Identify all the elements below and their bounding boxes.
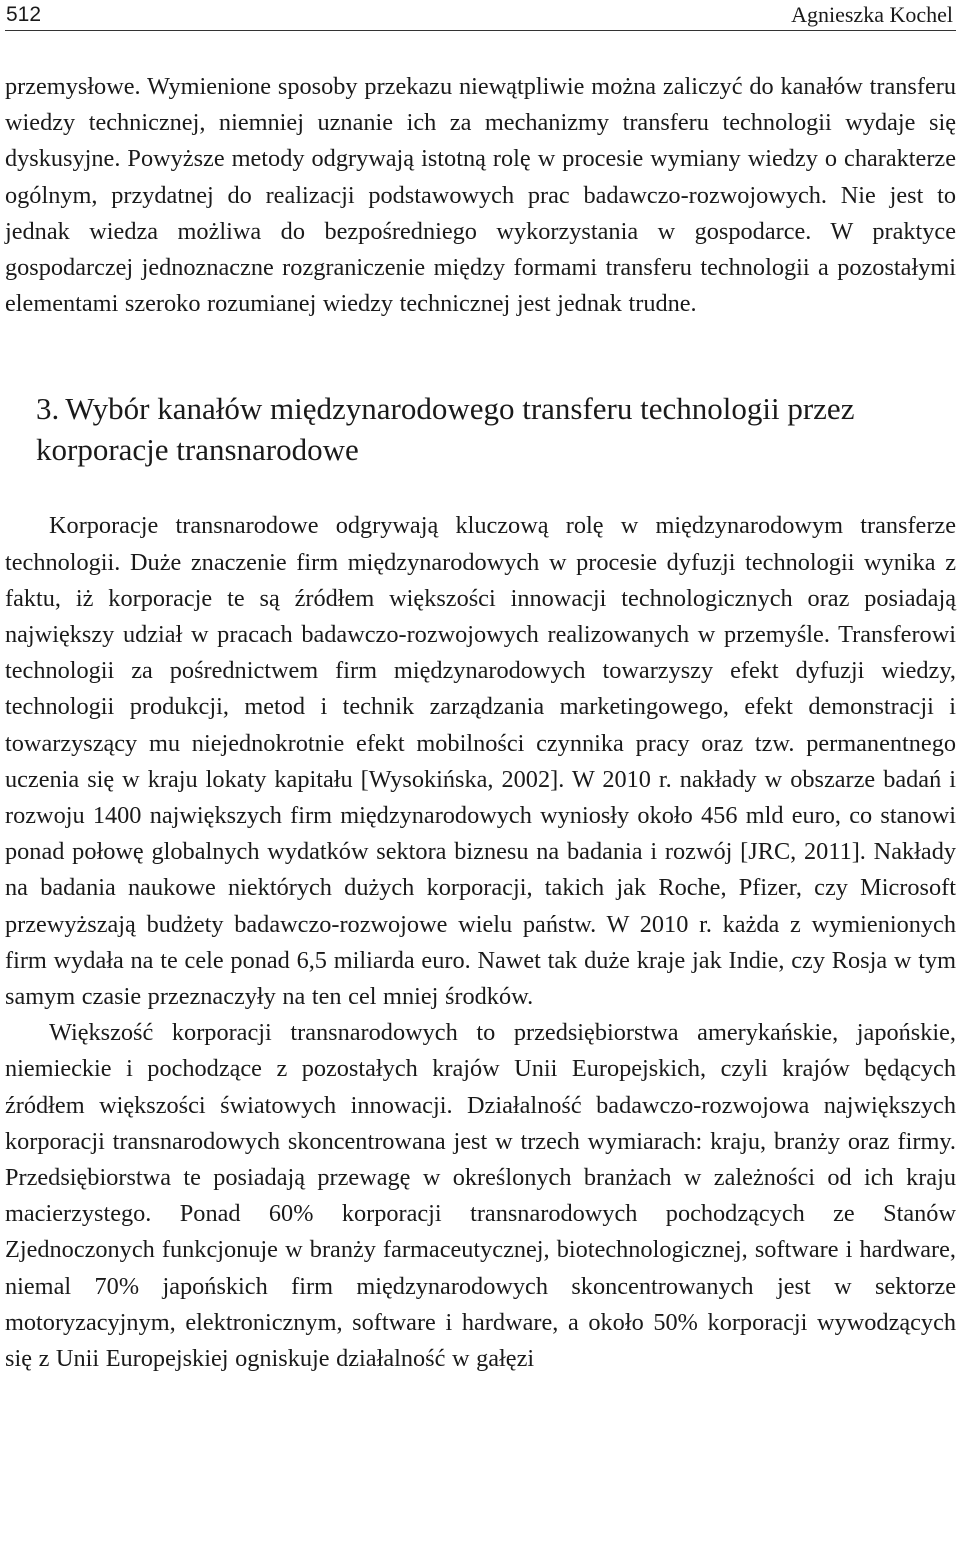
section-number: 3. (36, 391, 60, 427)
paragraph-body: Większość korporacji transnarodowych to przedsiębiorstwa amerykańskie, japońskie, niemieckie i pochodzące z pozostałych krajów Unii Europejskich, czyli krajów będących źródłem większości światowych innowacji. Działalność badawczo-rozwojowa największych korporacji transnarodowych skoncentrowana jest w trzech wymiarach: kraju, branży oraz firmy. Przedsiębiorstwa te posiadają przewagę w określonych branżach w zależności od ich kraju macierzystego. Ponad 60% korporacji transnarodowych pochodzących ze Stanów Zjednoczonych funkcjonuje w branży farmaceutycznej, biotechnologicznej, software i hardware, niemal 70% japońskich firm międzynarodowych skoncentrowanych jest w sektorze motoryzacyjnym, elektronicznym, software i hardware, a około 50% korporacji wywodzących się z Unii Europejskiej ogniskuje działalność w gałęzi (5, 1019, 956, 1373)
paragraph-section-intro: Korporacje transnarodowe odgrywają kluczową rolę w międzynarodowym transferze technologii. Duże znaczenie firm międzynarodowych w procesie dyfuzji technologii wynika z faktu, iż korporacje te są źródłem większości innowacji technologicznych oraz posiadają największy udział w pracach badawczo-rozwojowych realizowanych w przemyśle. Transferowi technologii za pośrednictwem firm międzynarodowych towarzyszy efekt dyfuzji wiedzy, technologii produkcji, metod i technik zarządzania marketingowego, efekt demonstracji i towarzyszący mu niejednokrotnie efekt mobilności czynnika pracy oraz tzw. permanentnego uczenia się w kraju lokaty kapitału [Wysokińska, 2002]. W 2010 r. nakłady w obszarze badań i rozwoju 1400 największych firm międzynarodowych wyniosły około 456 mld euro, co stanowi ponad połowę globalnych wydatków sektora biznesu na badania i rozwój [JRC, 2011]. Nakłady na badania naukowe niektórych dużych korporacji, takich jak Roche, Pfizer, czy Microsoft przewyższają budżety badawczo-rozwojowe wielu państw. W 2010 r. każda z wymienionych firm wydała na te cele ponad 6,5 miliarda euro. Nawet tak duże kraje jak Indie, czy Rosja w tym samym czasie przeznaczyły na ten cel mniej środków. (5, 512, 956, 1011)
page-number: 512 (6, 3, 42, 26)
section-heading (36, 388, 956, 470)
running-author: Agnieszka Kochel (791, 2, 953, 27)
paragraph-continued: przemysłowe. Wymienione sposoby przekazu niewątpliwie można zaliczyć do kanałów transferu wiedzy technicznej, niemniej uznanie ich za mechanizmy transferu technologii wydaje się dyskusyjne. Powyższe metody odgrywają istotną rolę w procesie wymiany wiedzy o charakterze ogólnym, przydatnej do realizacji podstawowych prac badawczo-rozwojowych. Nie jest to jednak wiedza możliwa do bezpośredniego wykorzystania w gospodarce. W praktyce gospodarczej jednoznaczne rozgraniczenie między formami transferu technologii a pozostałymi elementami szeroko rozumianej wiedzy technicznej jest jednak trudne. (5, 73, 956, 318)
running-header (5, 0, 956, 31)
section-title: Wybór kanałów międzynarodowego transferu technologii przez korporacje transnarodowe (36, 391, 855, 468)
